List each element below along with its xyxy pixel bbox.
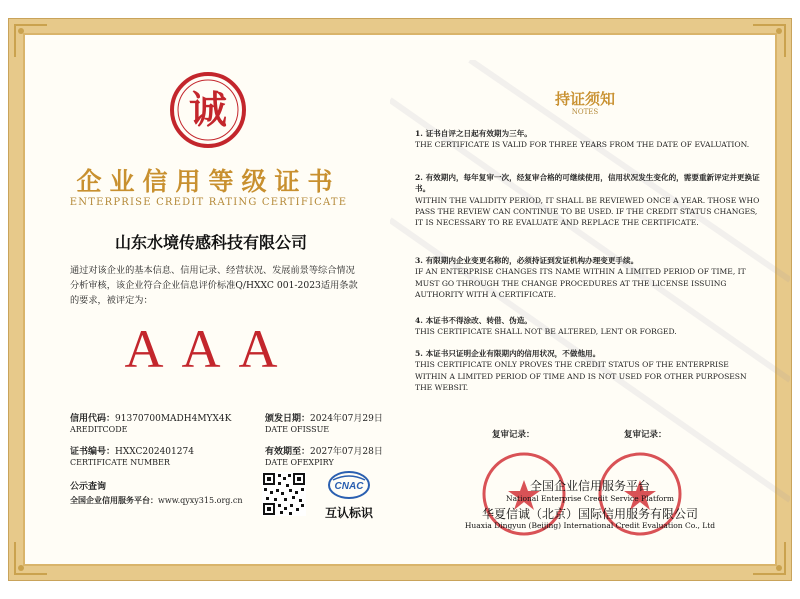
issue-date-field	[265, 406, 395, 434]
note-item	[415, 255, 760, 300]
corner-ornament-icon	[751, 23, 787, 59]
cert-number-field	[70, 439, 260, 467]
issuer-org-cn: 华夏信诚（北京）国际信用服务有限公司	[481, 507, 698, 521]
expiry-en: DATE OFEXPIRY	[265, 458, 334, 467]
credit-grade: AAA	[124, 319, 296, 379]
cnac-mark	[318, 470, 380, 522]
corner-ornament-icon	[13, 540, 49, 576]
corner-ornament-icon	[751, 540, 787, 576]
note-item-en: THIS CERTIFICATE SHALL NOT BE ALTERED, LENT OR FORGED.	[415, 327, 677, 337]
credit-code-value: 91370700MADH4MYX4K	[115, 414, 232, 424]
note-item-cn: 4. 本证书不得涂改、转借、伪造。	[415, 316, 532, 325]
certificate-title: 企业信用等级证书	[76, 167, 341, 196]
issuer-platform-en: National Enterprise Credit Service Platform	[506, 494, 674, 503]
expiry-field	[265, 439, 395, 467]
cert-number-label: 证书编号：	[70, 447, 116, 457]
cert-number-en: CERTIFICATE NUMBER	[70, 458, 170, 467]
note-item-en: WITHIN THE VALIDITY PERIOD, IT SHALL BE REVIEWED ONCE A YEAR. THOSE WHO PASS THE REVIEW CAN CONTINUE TO BE USED. IF THE CREDIT STATUS CHANGES, IT IS NECESSARY TO RE EVALUATE AND REPLACE THE CERTIFICATE.	[415, 195, 760, 228]
note-item-en: THIS CERTIFICATE ONLY PROVES THE CREDIT STATUS OF THE ENTERPRISE WITHIN A LIMITED PERIOD OF TIME AND IS NOT USED FOR OTHER PURPOSESN THE WEBSIT.	[415, 360, 747, 392]
platform-line	[70, 495, 260, 506]
note-item	[415, 348, 760, 393]
corner-ornament-icon	[13, 23, 49, 59]
issuer-org-en: Huaxia Dingyun (Beijing) International Credit Evaluation Co., Ltd	[464, 521, 716, 530]
note-item	[415, 172, 760, 228]
review-record-1: 复审记录：	[492, 430, 535, 440]
cnac-label: 互认标识	[324, 506, 373, 520]
note-item	[415, 315, 760, 338]
company-name: 山东水境传感科技有限公司	[114, 233, 307, 252]
public-query-label: 公示查询	[70, 482, 107, 492]
intro-text: 通过对该企业的基本信息、信用记录、经营状况、发展前景等综合情况分析审核，该企业符合企业信息评价标准Q/HXXC 001-2023适用条款的要求，被评定为：	[70, 265, 358, 306]
platform-url[interactable]: www.qyxy315.org.cn	[158, 496, 243, 505]
note-item-en: IF AN ENTERPRISE CHANGES ITS NAME WITHIN A LIMITED PERIOD OF TIME, IT MUST GO THROUGH THE CHANGE PROCEDURES AT THE LICENSE ISSUING AUTHORITY WITH A CERTIFICATE.	[415, 267, 746, 299]
certificate-title-en: ENTERPRISE CREDIT RATING CERTIFICATE	[69, 197, 348, 208]
notes-title: 持证须知	[554, 90, 615, 108]
note-item-cn: 5. 本证书只证明企业有限期内的信用状况，不做他用。	[415, 349, 601, 358]
expiry-label: 有效期至：	[265, 447, 311, 457]
cnac-logo-icon	[327, 470, 371, 500]
expiry-value: 2027年07月28日	[310, 447, 383, 457]
seal-character: 诚	[188, 88, 228, 132]
credit-code-en: AREDITCODE	[70, 425, 128, 434]
platform-label: 全国企业信用服务平台：	[70, 495, 158, 505]
note-item-cn: 2. 有效期内，每年复审一次，经复审合格的可继续使用，信用状况发生变化的，需要重新评定并更换证书。	[415, 173, 760, 194]
seal-logo-icon	[168, 70, 248, 150]
notes-subtitle: NOTES	[571, 108, 599, 116]
note-item-cn: 1. 证书自评之日起有效期为三年。	[415, 129, 532, 138]
review-record-2: 复审记录：	[624, 430, 667, 440]
issuer-platform-cn: 全国企业信用服务平台	[529, 479, 650, 493]
issue-date-en: DATE OFISSUE	[265, 425, 330, 434]
credit-code-field	[70, 406, 260, 434]
note-item-en: THE CERTIFICATE IS VALID FOR THREE YEARS FROM THE DATE OF EVALUATION.	[415, 140, 750, 150]
issue-date-label: 颁发日期：	[265, 414, 311, 424]
cert-number-value: HXXC202401274	[115, 447, 194, 457]
credit-code-label: 信用代码：	[70, 414, 116, 424]
note-item-cn: 3. 有限期内企业变更名称的，必须持证到发证机构办理变更手续。	[415, 256, 639, 265]
qr-code-icon[interactable]	[262, 472, 306, 516]
note-item	[415, 128, 760, 151]
issue-date-value: 2024年07月29日	[310, 414, 383, 424]
cnac-logo-text: CNAC	[334, 481, 364, 492]
